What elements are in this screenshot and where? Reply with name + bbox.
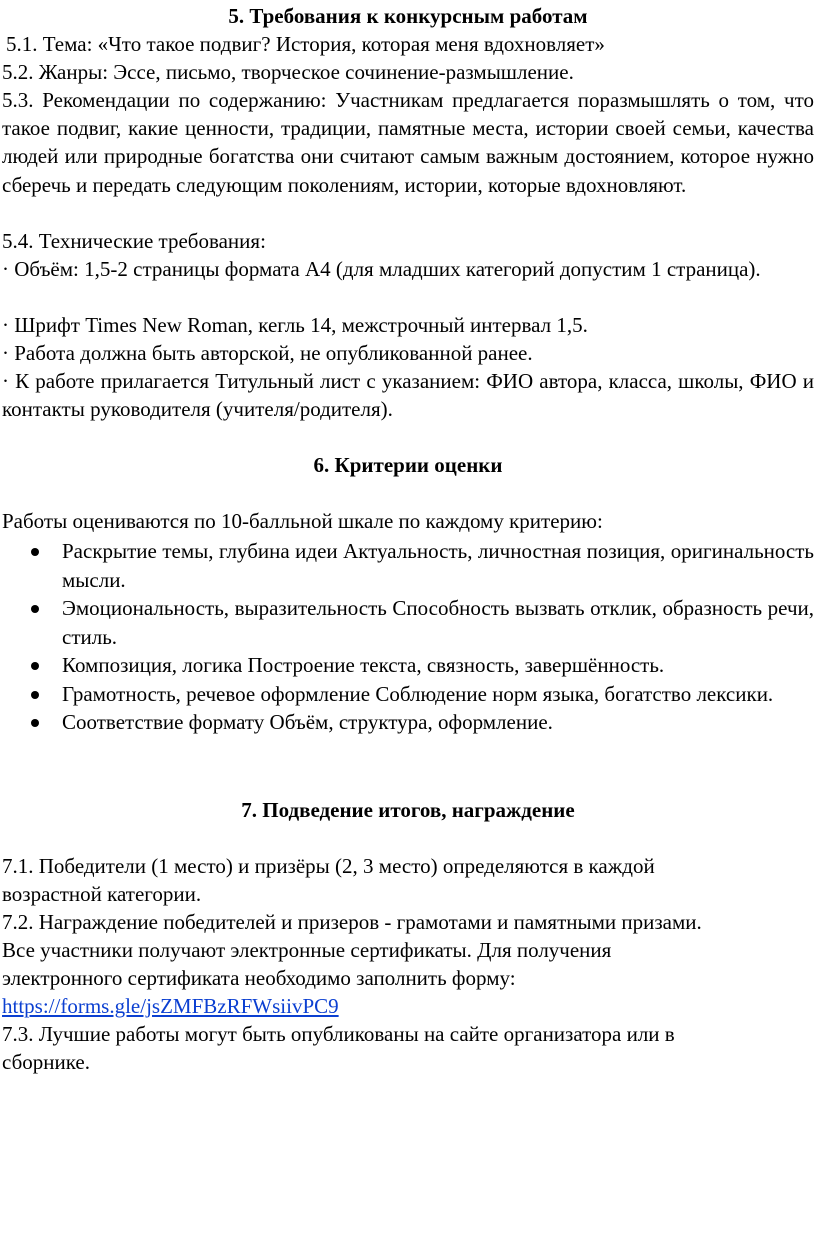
criterion-text: Грамотность, речевое оформление Соблюдение норм языка, богатство лексики. — [62, 681, 774, 706]
requirement-font: · Шрифт Times New Roman, кегль 14, межстрочный интервал 1,5. — [2, 313, 588, 337]
item-7-3-line-1: 7.3. Лучшие работы могут быть опубликованы на сайте организатора или в — [2, 1022, 675, 1046]
list-item — [0, 708, 816, 737]
section-7-title: 7. Подведение итогов, награждение — [241, 798, 575, 822]
requirement-volume: · Объём: 1,5-2 страницы формата А4 (для младших категорий допустим 1 страница). — [2, 257, 761, 281]
item-7-1-line-1: 7.1. Победители (1 место) и призёры (2, 3 место) определяются в каждой — [2, 854, 655, 878]
item-5-2: 5.2. Жанры: Эссе, письмо, творческое сочинение-размышление. — [2, 60, 574, 84]
list-item — [0, 651, 816, 680]
requirement-original: · Работа должна быть авторской, не опубликованной ранее. — [2, 341, 533, 365]
item-7-3-line-2: сборнике. — [2, 1050, 90, 1074]
list-item — [0, 537, 816, 594]
item-7-1-line-2: возрастной категории. — [2, 882, 202, 906]
item-7-2-line-3: электронного сертификата необходимо заполнить форму: — [2, 966, 516, 990]
item-7-2-line-1: 7.2. Награждение победителей и призеров - грамотами и памятными призами. — [2, 910, 702, 934]
criteria-intro: Работы оцениваются по 10-балльной шкале по каждому критерию: — [2, 509, 603, 533]
requirement-title-page: · К работе прилагается Титульный лист с указанием: ФИО автора, класса, школы, ФИО и контакты руководителя (учителя/родителя). — [2, 369, 814, 422]
item-5-3: 5.3. Рекомендации по содержанию: Участникам предлагается поразмышлять о том, что такое подвиг, какие ценности, традиции, памятные места, истории своей семьи, качества людей или природные богатства они считают самым важным достоянием, которое нужно сберечь и передать следующим поколениям, истории, которые вдохновляют. — [2, 88, 814, 197]
criterion-text: Эмоциональность, выразительность Способность вызвать отклик, образность речи, стиль. — [62, 596, 814, 649]
item-7-2-line-2: Все участники получают электронные сертификаты. Для получения — [2, 938, 612, 962]
section-6-title: 6. Критерии оценки — [313, 453, 503, 477]
criterion-text: Соответствие формату Объём, структура, оформление. — [62, 710, 553, 734]
bullet-icon — [31, 662, 39, 670]
criterion-text: Композиция, логика Построение текста, связность, завершённость. — [62, 653, 665, 677]
form-link-line — [2, 992, 814, 1020]
list-item — [0, 680, 816, 709]
bullet-icon — [31, 719, 39, 727]
criteria-list — [0, 537, 816, 737]
bullet-icon — [31, 605, 39, 613]
bullet-icon — [31, 691, 39, 699]
item-5-1: 5.1. Тема: «Что такое подвиг? История, которая меня вдохновляет» — [6, 32, 605, 56]
form-link[interactable]: https://forms.gle/jsZMFBzRFWsiivPC9 — [2, 994, 339, 1018]
section-5-title: 5. Требования к конкурсным работам — [228, 4, 588, 28]
item-5-4: 5.4. Технические требования: — [2, 229, 266, 253]
list-item — [0, 594, 816, 651]
bullet-icon — [31, 548, 39, 556]
criterion-text: Раскрытие темы, глубина идеи Актуальность, личностная позиция, оригинальность мысли. — [62, 539, 814, 592]
